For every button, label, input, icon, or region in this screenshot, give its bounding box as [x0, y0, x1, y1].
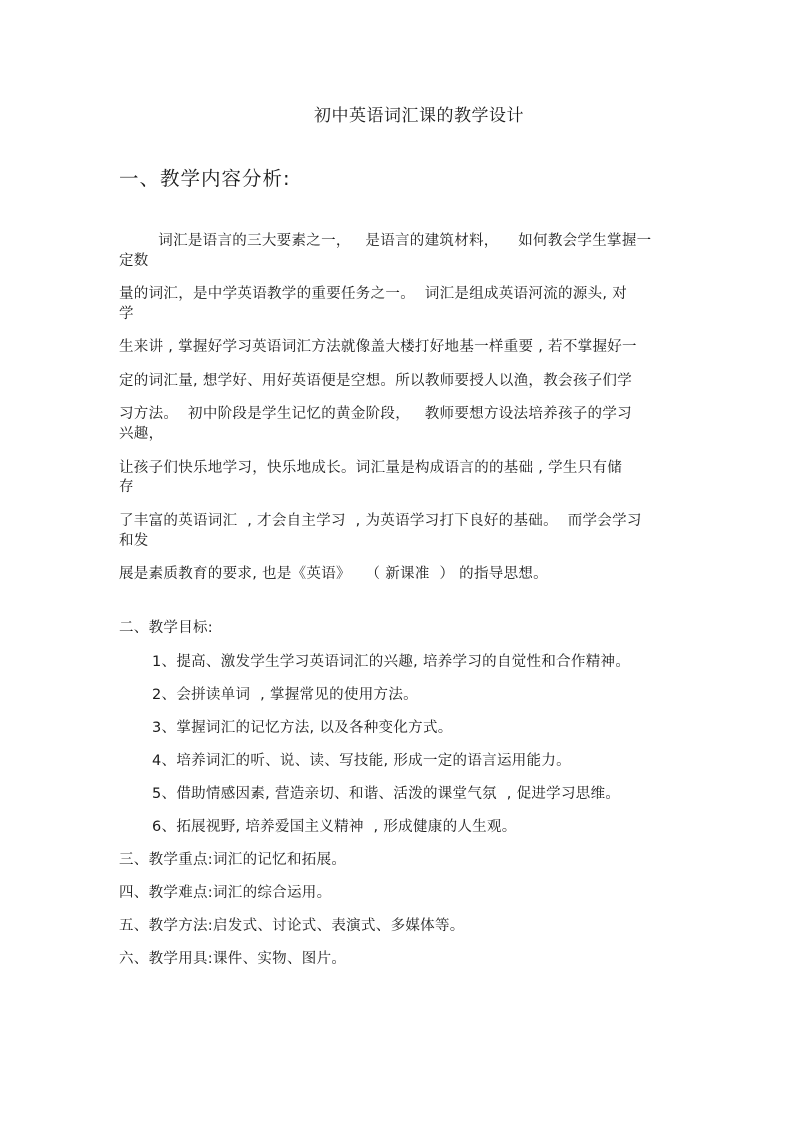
- section-2-heading: 二、教学目标:: [119, 620, 213, 636]
- paragraph-line: 兴趣，: [119, 426, 164, 442]
- paragraph-line: 量的词汇，是中学英语教学的重要任务之一。 词汇是组成英语河流的源头, 对: [119, 286, 628, 302]
- paragraph-line: 定数: [119, 253, 149, 269]
- goal-item: 1、提高、激发学生学习英语词汇的兴趣, 培养学习的自觉性和合作精神。: [152, 654, 631, 670]
- goal-item: 4、培养词汇的听、说、读、写技能, 形成一定的语言运用能力。: [152, 753, 571, 769]
- goal-item: 5、借助情感因素, 营造亲切、和谐、活泼的课堂气氛 , 促进学习思维。: [152, 786, 621, 802]
- section-3-key-points: 三、教学重点:词汇的记忆和拓展。: [119, 852, 347, 868]
- paragraph-line: 和发: [119, 533, 149, 549]
- paragraph-line: 习方法。 初中阶段是学生记忆的黄金阶段， 教师要想方设法培养孩子的学习: [119, 406, 632, 422]
- section-1-heading: 一、教学内容分析:: [119, 167, 291, 190]
- paragraph-line: 定的词汇量, 想学好、用好英语便是空想。所以教师要授人以渔，教会孩子们学: [119, 373, 633, 389]
- section-5-methods: 五、教学方法:启发式、讨论式、表演式、多媒体等。: [119, 918, 465, 934]
- paragraph-line: 让孩子们快乐地学习，快乐地成长。词汇量是构成语言的的基础 , 学生只有储: [119, 460, 623, 476]
- paragraph-line: 存: [119, 479, 134, 495]
- paragraph-line: 生来讲 , 掌握好学习英语词汇方法就像盖大楼打好地基一样重要 , 若不掌握好一: [119, 339, 637, 355]
- paragraph-line: 学: [119, 306, 134, 322]
- goal-item: 2、会拼读单词 , 掌握常见的使用方法。: [152, 687, 418, 703]
- document-title: 初中英语词汇课的教学设计: [314, 106, 524, 126]
- goal-item: 6、拓展视野, 培养爱国主义精神 , 形成健康的人生观。: [152, 819, 517, 835]
- goal-item: 3、掌握词汇的记忆方法, 以及各种变化方式。: [152, 720, 453, 736]
- section-4-difficulties: 四、教学难点:词汇的综合运用。: [119, 885, 332, 901]
- paragraph-line: 展是素质教育的要求, 也是《英语》 （ 新课准 ） 的指导思想。: [119, 566, 548, 582]
- paragraph-line: 了丰富的英语词汇 , 才会自主学习 , 为英语学习打下良好的基础。 而学会学习: [119, 513, 642, 529]
- section-6-tools: 六、教学用具:课件、实物、图片。: [119, 951, 347, 967]
- paragraph-line: 词汇是语言的三大要素之一， 是语言的建筑材料， 如何教会学生掌握一: [119, 233, 652, 249]
